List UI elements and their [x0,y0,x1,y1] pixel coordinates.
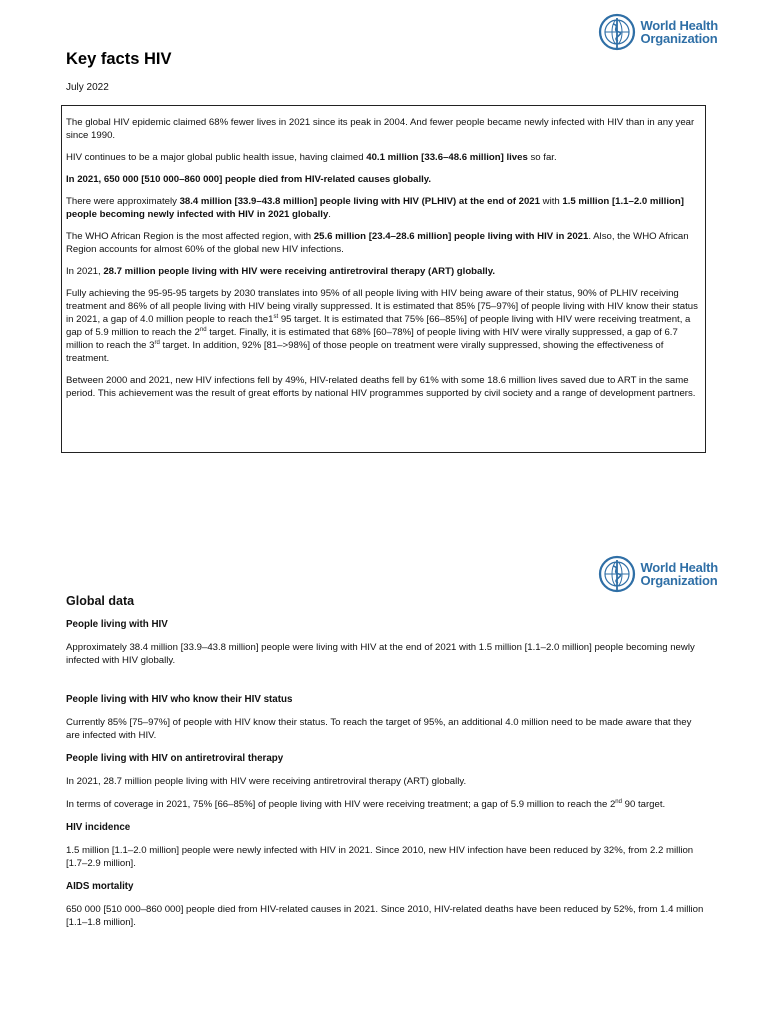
fact-2-text: HIV continues to be a major global public health issue, having claimed [66,152,367,163]
page-2 [0,540,768,1024]
fact-8: Between 2000 and 2021, new HIV infections fell by 49%, HIV-related deaths fell by 61% with some 18.6 million lives saved due to ART in the same period. This achievement was the result of great efforts by national HIV programmes supported by civil society and a range of development partners. [66,375,696,399]
fact-4-text-mid: with [539,196,563,207]
org-name-line1: World Health [640,18,718,33]
text-hiv-incidence: 1.5 million [1.1–2.0 million] people were newly infected with HIV in 2021. Since 2010, new HIV infection have been reduced by 32%, from 2.2 million [1.7–2.9 million]. [66,845,694,869]
who-logo [597,12,718,52]
fact-5-text-end: . Also, the WHO African Region accounts for almost 60% of the global new HIV infections. [66,231,689,255]
text-know-status: Currently 85% [75–97%] of people with HIV know their status. To reach the target of 95%, an additional 4.0 million need to be made aware that they are infected with HIV. [66,717,692,741]
subheading-know-status: People living with HIV who know their HIV status [66,694,293,705]
fact-6 [66,265,699,278]
text-on-art-2-b: 90 target. [621,799,666,810]
fact-2-bold: 40.1 million [33.6–48.6 million] lives [366,152,528,163]
fact-2 [66,151,699,164]
fact-4-bold-2: 1.5 million [1.1–2.0 million] people becoming newly infected with HIV in 2021 globally [66,196,684,220]
text-on-art-1: In 2021, 28.7 million people living with HIV were receiving antiretroviral therapy (ART) globally. [66,776,467,787]
org-name-line1: World Health [640,560,718,575]
fact-4 [66,195,699,221]
fact-3-bold: In 2021, 650 000 [510 000–860 000] people died from HIV-related causes globally. [66,174,432,185]
fact-6-text: In 2021, [66,266,104,277]
publication-date: July 2022 [66,82,109,93]
fact-7-text-d: target. In addition, 92% [81–>98%] of those people on treatment were virally suppressed, showing the effectiveness of treatment. [66,340,664,364]
fact-5-bold: 25.6 million [23.4–28.6 million] people living with HIV in 2021 [313,231,589,242]
global-data-section [66,618,706,939]
text-on-art-2-sup: nd [615,798,622,805]
fact-7-sup-2: nd [199,326,207,333]
org-name-line2: Organization [640,573,718,588]
text-on-art-2-a: In terms of coverage in 2021, 75% [66–85%] of people living with HIV were receiving treatment; a gap of 5.9 million to reach the 2 [66,799,616,810]
fact-7 [66,287,699,365]
text-people-living-with-hiv: Approximately 38.4 million [33.9–43.8 million] people were living with HIV at the end of 2021 with 1.5 million [1.1–2.0 million] people becoming newly infected with HIV globally. [66,642,695,666]
fact-7-sup-1: st [273,313,279,320]
text-on-art-2 [66,798,706,811]
org-name-line2: Organization [640,31,718,46]
fact-2-text-end: so far. [527,152,557,163]
fact-4-text: There were approximately [66,196,180,207]
page-1 [0,0,768,500]
subheading-people-living-with-hiv: People living with HIV [66,619,168,630]
who-logo-2 [597,554,718,594]
fact-1: The global HIV epidemic claimed 68% fewer lives in 2021 since its peak in 2004. And fewer people became newly infected with HIV than in any year since 1990. [66,117,695,141]
section-heading-global-data: Global data [66,594,135,608]
fact-6-bold: 28.7 million people living with HIV were receiving antiretroviral therapy (ART) globally. [103,266,496,277]
who-wordmark [640,561,718,587]
fact-5 [66,230,699,256]
text-aids-mortality: 650 000 [510 000–860 000] people died from HIV-related causes in 2021. Since 2010, HIV-related deaths have been reduced by 52%, from 1.4 million [1.1–1.8 million]. [66,904,704,928]
fact-3 [66,173,699,186]
key-facts-box [61,105,706,453]
fact-7-text-b: 95 target. It is estimated that 75% [66–85%] of people living with HIV were receiving treatment, a gap of 5.9 million to reach the 2 [66,314,691,338]
who-emblem-icon [597,554,637,594]
subheading-aids-mortality: AIDS mortality [66,881,134,892]
fact-4-text-end: . [328,209,331,220]
fact-7-text-c: target. Finally, it is estimated that 68% [60–78%] of people living with HIV were virally suppressed, a gap of 6.7 million to reach the 3 [66,327,678,351]
fact-4-bold-1: 38.4 million [33.9–43.8 million] people living with HIV (PLHIV) at the end of 2021 [179,196,540,207]
fact-7-text-a: Fully achieving the 95-95-95 targets by 2030 translates into 95% of all people living with HIV being aware of their status, 90% of PLHIV receiving treatment and 86% of all people living with HIV being virally suppressed. It is estimated that 85% [75–97%] of people living with HIV know their status in 2021, a gap of 4.0 million people to reach the1 [66,288,698,325]
subheading-hiv-incidence: HIV incidence [66,822,131,833]
fact-5-text: The WHO African Region is the most affected region, with [66,231,314,242]
page-title: Key facts HIV [66,50,172,68]
who-emblem-icon [597,12,637,52]
who-wordmark [640,19,718,45]
fact-7-sup-3: rd [154,339,160,346]
subheading-on-art: People living with HIV on antiretroviral therapy [66,753,284,764]
